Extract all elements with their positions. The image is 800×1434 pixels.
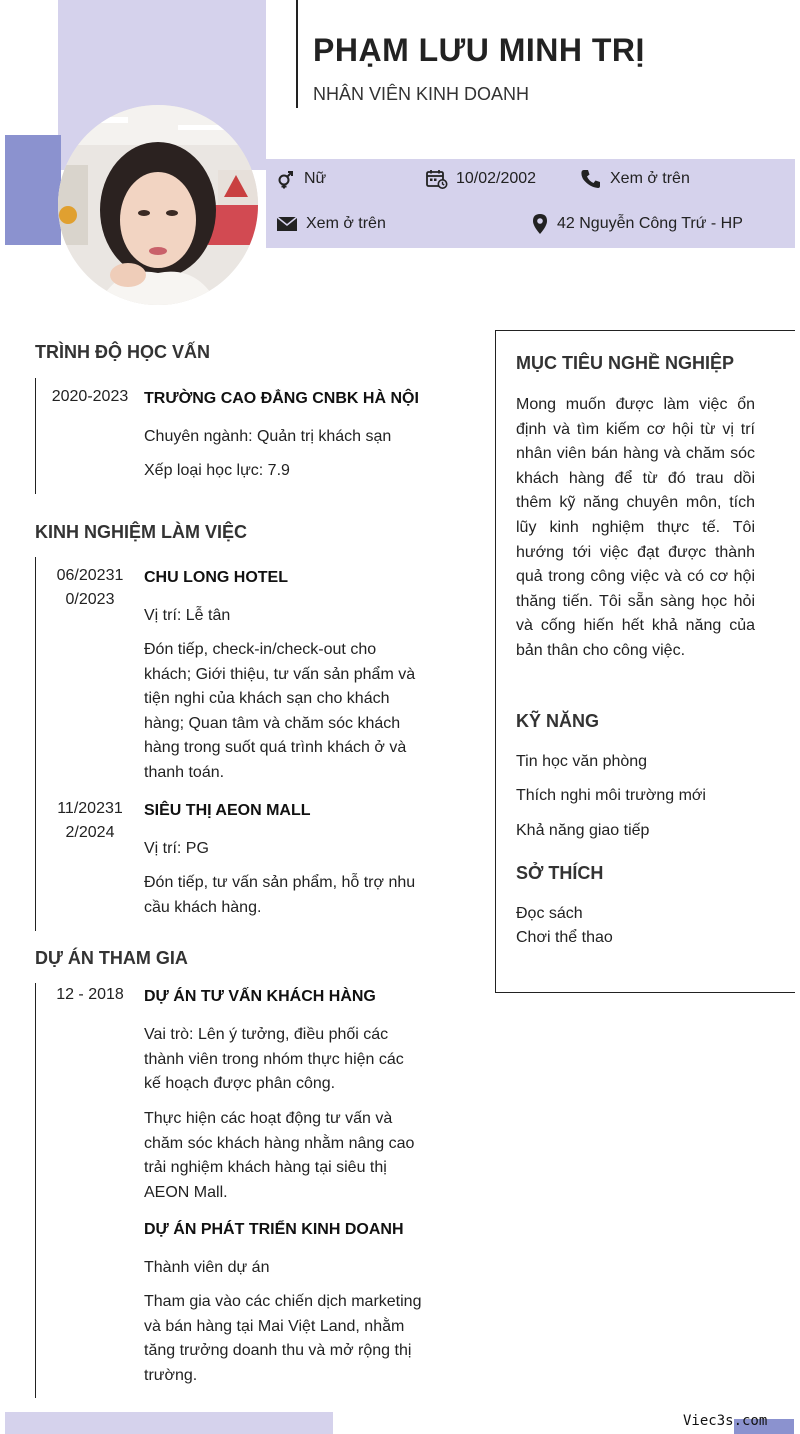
experience-date-1: 06/20231 0/2023 [56,567,124,608]
birthdate-value: 10/02/2002 [456,170,537,187]
phone-icon [580,169,602,189]
project-date-1: 12 - 2018 [56,986,124,1003]
gender-value: Nữ [304,170,327,187]
project-name-1: DỰ ÁN TƯ VẤN KHÁCH HÀNG [144,988,376,1005]
education-school: TRƯỜNG CAO ĐẲNG CNBK HÀ NỘI [144,390,419,407]
birthdate-info [426,169,536,189]
header-accent-bar [296,0,298,108]
footer-brand: Viec3s.com [683,1413,768,1429]
contact-info-band [266,159,795,248]
hobby-item: Đọc sách [516,905,583,922]
candidate-name: PHẠM LƯU MINH TRỊ [313,32,645,68]
hobby-item: Chơi thể thao [516,929,613,946]
project-role-2: Thành viên dự án [144,1259,270,1276]
experience-description-2: Đón tiếp, tư vấn sản phẩm, hỗ trợ nhu cầu khách hàng. [144,874,416,916]
project-description-2: Tham gia vào các chiến dịch marketing và bán hàng tại Mai Việt Land, nhằm tăng trưởng doanh thu và mở rộng thị trường. [144,1293,422,1384]
objective-heading: MỤC TIÊU NGHỀ NGHIỆP [516,353,735,373]
project-description-1: Thực hiện các hoạt động tư vấn và chăm sóc khách hàng nhằm nâng cao trải nghiệm khách hàng tại siêu thị AEON Mall. [144,1110,415,1201]
phone-info [580,169,690,189]
phone-value: Xem ở trên [610,170,690,187]
avatar [58,105,258,305]
experience-date-2: 11/20231 2/2024 [57,800,123,841]
location-pin-icon [531,213,549,235]
skills-heading: KỸ NĂNG [516,711,600,731]
education-grade: Xếp loại học lực: 7.9 [144,462,290,479]
candidate-job-title: NHÂN VIÊN KINH DOANH [313,84,530,104]
project-role-1: Vai trò: Lên ý tưởng, điều phối các thành viên trong nhóm thực hiện các kế hoạch được phân công. [144,1026,404,1093]
education-major: Chuyên ngành: Quản trị khách sạn [144,428,392,445]
email-info [276,215,386,233]
email-value: Xem ở trên [306,215,386,232]
project-name-2: DỰ ÁN PHÁT TRIỂN KINH DOANH [144,1221,404,1238]
projects-timeline-line [35,983,36,1398]
calendar-icon [426,169,448,189]
experience-company-2: SIÊU THỊ AEON MALL [144,802,311,819]
objective-text: Mong muốn được làm việc ổn định và tìm kiếm cơ hội từ vị trí nhân viên bán hàng và chăm sóc khách hàng để từ đó trau dồi thêm kỹ năng chuyên môn, tích lũy kinh nghiệm thực tế. Tôi hướng tới việc đạt được thành quả trong công việc và có cơ hội thăng tiến. Tôi sẵn sàng học hỏi và cống hiến hết khả năng của bản thân cho công việc. [516,396,755,659]
hobbies-heading: SỞ THÍCH [516,863,604,883]
gender-info [276,169,326,189]
education-timeline-line [35,378,36,494]
gender-icon [276,169,296,189]
decor-periwinkle-block-left [5,135,61,245]
skill-item: Thích nghi môi trường mới [516,787,706,804]
experience-description-1: Đón tiếp, check-in/check-out cho khách; Giới thiệu, tư vấn sản phẩm và tiện nghi của khách sạn cho khách hàng; Quan tâm và chăm sóc khách hàng trong suốt quá trình khách ở và thanh toán. [144,641,416,781]
experience-position-1: Vị trí: Lễ tân [144,607,231,624]
projects-heading: DỰ ÁN THAM GIA [35,948,188,968]
experience-timeline-line [35,557,36,931]
experience-position-2: Vị trí: PG [144,840,209,857]
avatar-photo [58,105,258,305]
experience-company-1: CHU LONG HOTEL [144,569,288,586]
decor-lavender-strip-bottom [5,1412,333,1434]
skill-item: Khả năng giao tiếp [516,822,650,839]
experience-heading: KINH NGHIỆM LÀM VIỆC [35,522,248,542]
skill-item: Tin học văn phòng [516,753,648,770]
education-heading: TRÌNH ĐỘ HỌC VẤN [35,342,210,362]
address-value: 42 Nguyễn Công Trứ - HP [557,215,743,232]
education-date: 2020-2023 [51,388,129,405]
address-info [531,213,743,235]
email-icon [276,216,298,232]
